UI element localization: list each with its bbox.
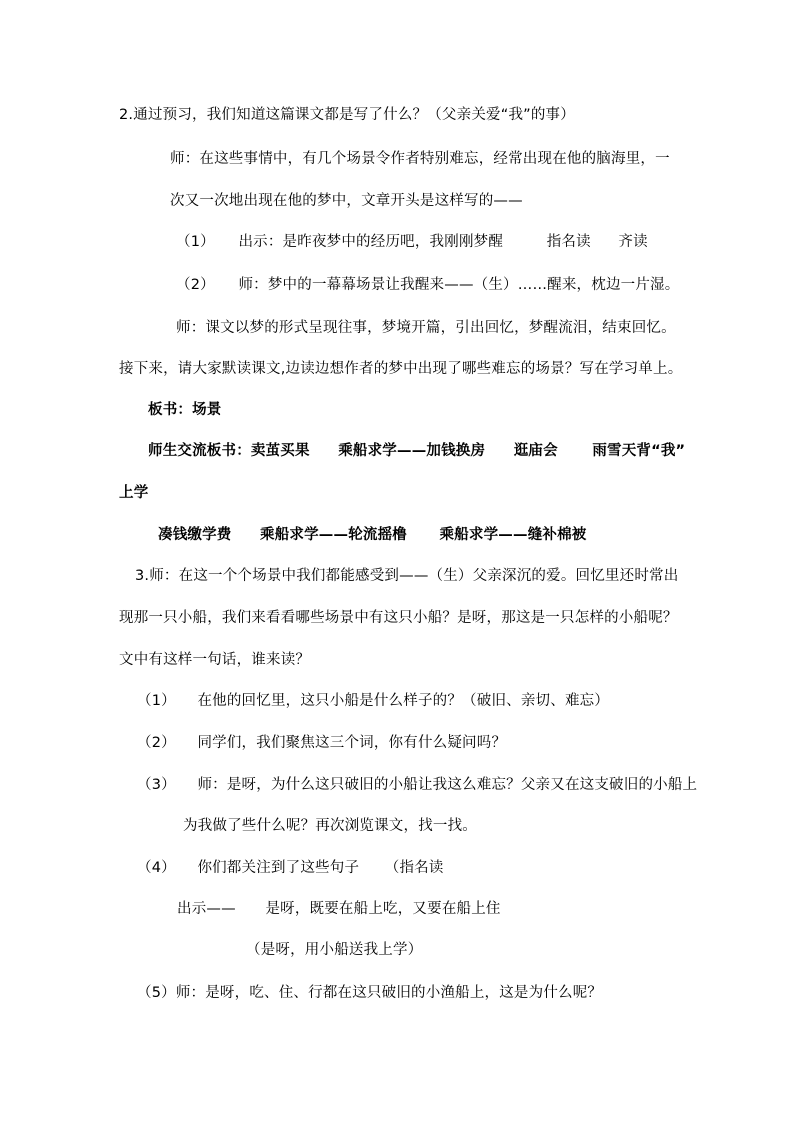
reading-mode: 齐读 (618, 234, 648, 250)
line-text: （是呀，用小船送我上学） (246, 942, 423, 958)
line-text: 接下来，请大家默读课文,边读边想作者的梦中出现了哪些难忘的场景？写在学习单上。 (119, 361, 683, 377)
display-label: 出示—— (177, 901, 236, 917)
list-number: （4） (137, 860, 176, 876)
display-sentence (177, 899, 501, 919)
blackboard-heading (148, 400, 222, 420)
list-item-3-1 (137, 691, 609, 711)
line-text: 3.师：在这一个个场景中我们都能感受到——（生）父亲深沉的爱。回忆里还时常出 (135, 568, 679, 584)
list-item-3-4 (137, 858, 444, 878)
list-item-2 (176, 275, 679, 295)
list-text: 你们都关注到了这些句子 (197, 860, 360, 876)
blackboard-scenes-row-1 (148, 441, 685, 461)
reading-mode: （指名读 (384, 860, 444, 876)
paragraph-question-2 (119, 105, 575, 125)
list-text: 师：梦中的一幕幕场景让我醒来——（生）……醒来，枕边一片湿。 (238, 277, 680, 293)
list-number: （1） (137, 693, 176, 709)
scene-item: 乘船求学——缝补棉被 (439, 527, 587, 543)
paragraph-question-3-cont-1 (119, 608, 678, 628)
scene-item: 师生交流板书：卖茧买果 (148, 443, 310, 459)
line-text: 师：课文以梦的形式呈现往事，梦境开篇，引出回忆，梦醒流泪，结束回忆。 (176, 320, 676, 336)
list-number: （2） (137, 735, 176, 751)
line-text: 为我做了些什么呢？再次浏览课文，找一找。 (183, 818, 477, 834)
line-text: 师：在这些事情中，有几个场景令作者特别难忘，经常出现在他的脑海里，一 (170, 151, 670, 167)
scene-item: 逛庙会 (513, 443, 558, 459)
paragraph-teacher-intro (170, 149, 670, 169)
line-text: 板书：场景 (148, 402, 222, 418)
blackboard-scenes-row-1-cont (119, 483, 148, 503)
list-number: （3） (137, 777, 176, 793)
list-number: （2） (176, 277, 215, 293)
paragraph-question-3 (135, 566, 678, 586)
line-text: （5）师：是呀，吃、住、行都在这只破旧的小渔船上，这是为什么呢？ (137, 985, 603, 1001)
scene-item: 凑钱缴学费 (158, 527, 232, 543)
list-item-3-3-cont (183, 816, 477, 836)
reading-mode: 指名读 (546, 234, 591, 250)
list-text: 出示：是昨夜梦中的经历吧，我刚刚梦醒 (238, 234, 504, 250)
scene-item: 乘船求学——轮流摇橹 (260, 527, 407, 543)
list-item-3-5 (137, 983, 602, 1003)
paragraph-teacher-summary-cont (119, 359, 682, 379)
list-number: （1） (176, 234, 215, 250)
display-text: 是呀，既要在船上吃，又要在船上住 (265, 901, 501, 917)
list-item-3-2 (137, 733, 506, 753)
line-text: 次又一次地出现在他的梦中，文章开头是这样写的—— (170, 193, 523, 209)
line-text: 文中有这样一句话，谁来读？ (119, 652, 311, 668)
list-item-3-3 (137, 775, 697, 795)
line-text: 上学 (119, 485, 149, 501)
list-text: 同学们，我们聚焦这三个词，你有什么疑问吗？ (197, 735, 507, 751)
line-text: 现那一只小船，我们来看看哪些场景中有这只小船？是呀，那这是一只怎样的小船呢？ (119, 610, 678, 626)
blackboard-scenes-row-2 (158, 525, 587, 545)
scene-item: 雨雪天背“我” (592, 443, 686, 459)
line-text: 2.通过预习，我们知道这篇课文都是写了什么？（父亲关爱“我”的事） (119, 107, 575, 123)
paragraph-teacher-summary (176, 318, 676, 338)
display-sentence-2 (246, 940, 422, 960)
list-text: 在他的回忆里，这只小船是什么样子的？（破旧、亲切、难忘） (197, 693, 610, 709)
paragraph-teacher-intro-cont (170, 191, 523, 211)
paragraph-question-3-cont-2 (119, 650, 310, 670)
scene-item: 乘船求学——加钱换房 (338, 443, 486, 459)
list-text: 师：是呀，为什么这只破旧的小船让我这么难忘？父亲又在这支破旧的小船上 (197, 777, 698, 793)
list-item-1 (176, 232, 648, 252)
